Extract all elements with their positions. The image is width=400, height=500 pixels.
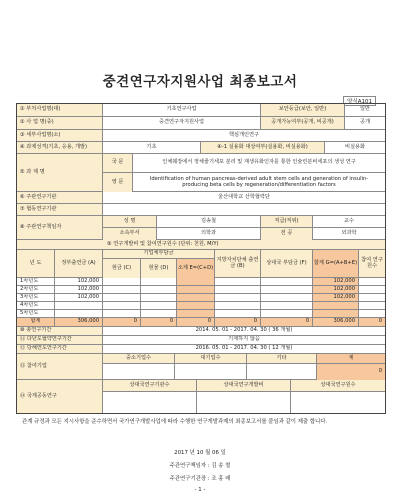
value-pi-position: 교수: [313, 216, 385, 228]
row-current-year-period: [17, 345, 385, 354]
label-security-grade: 보안등급(보안, 일반): [261, 104, 345, 116]
value-current-year-period: 2016. 05. 01 - 2017. 04. 30 ( 12 개월): [195, 345, 293, 352]
budget-researchers: [359, 278, 385, 285]
budget-subtotal: [177, 286, 215, 293]
row-program-name: [17, 117, 385, 130]
row-budget-columns: [17, 250, 385, 278]
label-current-year-period: ⑫ 당해연도연구기간: [17, 345, 103, 353]
budget-total: [313, 302, 359, 309]
value-commercialization: 비실용화: [344, 143, 366, 150]
label-project-type: ④ 과제성격(기초, 응용, 개발): [17, 142, 103, 153]
row-lead-institution: [17, 192, 385, 204]
budget-year: 5차년도: [17, 310, 55, 317]
form-id-label: 양식A101: [343, 96, 376, 106]
budget-subtotal: [177, 310, 215, 317]
budget-sum-kind: 0: [141, 318, 177, 326]
budget-subtotal: [177, 302, 215, 309]
value-multiyear-period: 기재하지 않음: [228, 336, 260, 343]
header-partner-researcher-count: 상대국연구원수: [291, 380, 385, 392]
label-department-program: ① 부처사업명(대): [17, 104, 103, 116]
budget-subtotal: [177, 278, 215, 285]
header-other-count: 기타: [247, 354, 317, 364]
budget-kind: [141, 310, 177, 317]
col-local-gov: 지방자치단체 출연금 (B): [215, 250, 261, 277]
budget-partner: [261, 286, 313, 293]
label-commercialization: ④-1 실용화 대상여부(실용화, 비실용화): [201, 142, 325, 153]
value-lead-institution: 울산대학교 산학협력단: [218, 193, 270, 200]
value-program-name: 중견연구자지원사업: [103, 117, 261, 129]
value-disclosure: 공개: [359, 119, 371, 126]
value-other-count: [247, 364, 317, 380]
label-project-title: ⑤ 과 제 명: [17, 154, 103, 191]
budget-sum-row: [17, 318, 385, 327]
budget-cash: [103, 278, 141, 285]
budget-sum-subtotal: 0: [177, 318, 215, 326]
budget-total: [313, 310, 359, 317]
budget-row: [17, 278, 385, 286]
label-multiyear-period: ⑪ 다년도협약연구기간: [17, 336, 103, 344]
label-pi-name: 성 명: [103, 216, 157, 228]
budget-cash: [103, 302, 141, 309]
value-english-title: Identification of human pancreas-derived adult stem cells and generation of insulin-producing beta cells by regeneration/differentiation factors: [149, 175, 369, 188]
budget-kind: [141, 302, 177, 309]
label-pi-position: 직급(직위): [261, 216, 313, 228]
budget-gov: [55, 310, 103, 317]
row-principal-investigator: [17, 216, 385, 240]
col-subtotal: 소계 E=(C+D): [177, 259, 215, 278]
budget-partner: [261, 278, 313, 285]
col-company-fund: 기업체부담금: [103, 250, 215, 259]
budget-sum-researchers: 0: [359, 318, 385, 326]
value-pi-department: 의학과: [157, 228, 261, 240]
label-sub-program: ③ 세부사업명(소): [17, 130, 103, 141]
signer-pi: 주관연구책임자 : 김 송 철: [169, 463, 231, 469]
budget-sum-partner: 0: [261, 318, 313, 326]
budget-row: [17, 294, 385, 302]
budget-row: [17, 302, 385, 310]
value-sub-program: 핵심개인연구: [228, 131, 260, 138]
value-pi-major: 외과학: [341, 230, 357, 237]
label-disclosure: 공개가능여부(공개, 비공개): [261, 117, 345, 129]
col-year: 년 도: [17, 250, 55, 277]
budget-local-gov: [215, 294, 261, 301]
budget-gov: 102,000: [55, 278, 103, 285]
budget-partner: [261, 294, 313, 301]
value-partner-institution-count: [103, 392, 197, 413]
row-project-title: [17, 154, 385, 192]
value-pi-name: 김송철: [157, 216, 261, 228]
budget-cash: [103, 294, 141, 301]
label-pi-department: 소속부서: [103, 228, 157, 240]
budget-researchers: [359, 294, 385, 301]
value-sme-count: [103, 364, 175, 380]
budget-sum-label: 합계: [17, 318, 55, 326]
budget-sum-local-gov: 0: [215, 318, 261, 326]
page-number: - 1 -: [194, 487, 206, 493]
report-form: [16, 103, 386, 414]
col-researchers: 참여 연구원수: [359, 250, 385, 277]
budget-researchers: [359, 310, 385, 317]
budget-row: [17, 310, 385, 318]
row-total-period: [17, 327, 385, 336]
value-large-company-count: [175, 364, 247, 380]
header-sme-count: 중소기업수: [103, 354, 175, 364]
label-lead-institution: ⑥ 주관연구기관: [17, 192, 103, 203]
col-gov-fund: 정부출연금 (A): [55, 250, 103, 277]
value-project-type: 기초: [103, 142, 201, 153]
budget-partner: [261, 310, 313, 317]
value-partner-rd-budget: [197, 392, 291, 413]
row-multiyear-period: [17, 336, 385, 345]
row-budget-header: [17, 240, 385, 250]
label-english-title: 영 문: [103, 173, 133, 192]
budget-sum-total: 306,000: [313, 318, 359, 326]
col-in-kind: 현물 (D): [141, 259, 177, 278]
submission-statement: 관계 규정과 모든 지시사항을 준수하면서 국가연구개발사업에 따라 수행한 연구개발과제의 최종보고서를 붙임과 같이 제출 합니다.: [22, 419, 328, 425]
budget-researchers: [359, 302, 385, 309]
budget-gov: [55, 302, 103, 309]
value-department-program: 기초연구사업: [103, 104, 261, 116]
budget-researchers: [359, 286, 385, 293]
budget-section-title: ⑨ 연구개발비 및 참여연구원수 (단위: 천원, M/Y): [17, 240, 385, 249]
budget-local-gov: [215, 302, 261, 309]
row-sub-program: [17, 130, 385, 142]
header-large-company-count: 대기업수: [175, 354, 247, 364]
budget-gov: 102,000: [55, 294, 103, 301]
row-project-type: [17, 142, 385, 154]
budget-total: 102,000: [313, 294, 359, 301]
budget-kind: [141, 294, 177, 301]
row-international-research: [17, 380, 385, 413]
budget-total: 102,000: [313, 278, 359, 285]
budget-local-gov: [215, 310, 261, 317]
col-total: 합계 G=(A+B+E): [313, 250, 359, 277]
budget-cash: [103, 310, 141, 317]
budget-sum-cash: 0: [103, 318, 141, 326]
budget-sum-gov: 306,000: [55, 318, 103, 326]
col-partner-fund: 상대국 부담금 (F): [261, 250, 313, 277]
label-korean-title: 국 문: [103, 154, 133, 173]
value-korean-title: 인체췌장에서 정체줄기세포 분리 및 재생유화인자를 통한 인슐린분비세포의 생성 연구: [133, 154, 385, 173]
budget-cash: [103, 286, 141, 293]
label-principal-investigator: ⑧ 주관연구책임자: [17, 216, 103, 239]
budget-row: [17, 286, 385, 294]
budget-year: 1차년도: [17, 278, 55, 285]
budget-local-gov: [215, 286, 261, 293]
budget-year: 2차년도: [17, 286, 55, 293]
header-partner-institution-count: 상대국연구기관수: [103, 380, 197, 392]
budget-year: 4차년도: [17, 302, 55, 309]
budget-subtotal: [177, 294, 215, 301]
row-participating-companies: [17, 354, 385, 380]
page-title: 중견연구자지원사업 최종보고서: [102, 74, 298, 90]
budget-total: 102,000: [313, 286, 359, 293]
submission-date: 2017 년 10 월 06 일: [174, 450, 226, 456]
budget-partner: [261, 302, 313, 309]
col-cash: 현금 (C): [103, 259, 141, 278]
value-company-total: 0: [317, 364, 385, 380]
budget-gov: 102,000: [55, 286, 103, 293]
header-company-total: 계: [317, 354, 385, 364]
value-partner-institution: [103, 204, 385, 215]
value-security-grade: 일반: [359, 106, 371, 113]
header-partner-rd-budget: 상대국연구개발비: [197, 380, 291, 392]
budget-kind: [141, 286, 177, 293]
row-department-program: [17, 104, 385, 117]
label-program-name: ② 사 업 명(중): [17, 117, 103, 129]
budget-local-gov: [215, 278, 261, 285]
label-partner-institution: ⑦ 협동연구기관: [17, 204, 103, 215]
signer-institution-head: 주관연구기관장 : 조 홍 래: [169, 476, 231, 482]
label-total-period: ⑩ 총연구기간: [17, 327, 103, 335]
budget-year: 3차년도: [17, 294, 55, 301]
value-partner-researcher-count: [291, 392, 385, 413]
label-participating-companies: ⑬ 참여기업: [17, 354, 103, 379]
row-partner-institution: [17, 204, 385, 216]
value-total-period: 2014. 05. 01 - 2017. 04. 30 ( 36 개월): [195, 327, 293, 334]
budget-kind: [141, 278, 177, 285]
label-international-research: ⑭ 국제공동연구: [17, 380, 103, 413]
label-pi-major: 전 공: [261, 228, 313, 240]
